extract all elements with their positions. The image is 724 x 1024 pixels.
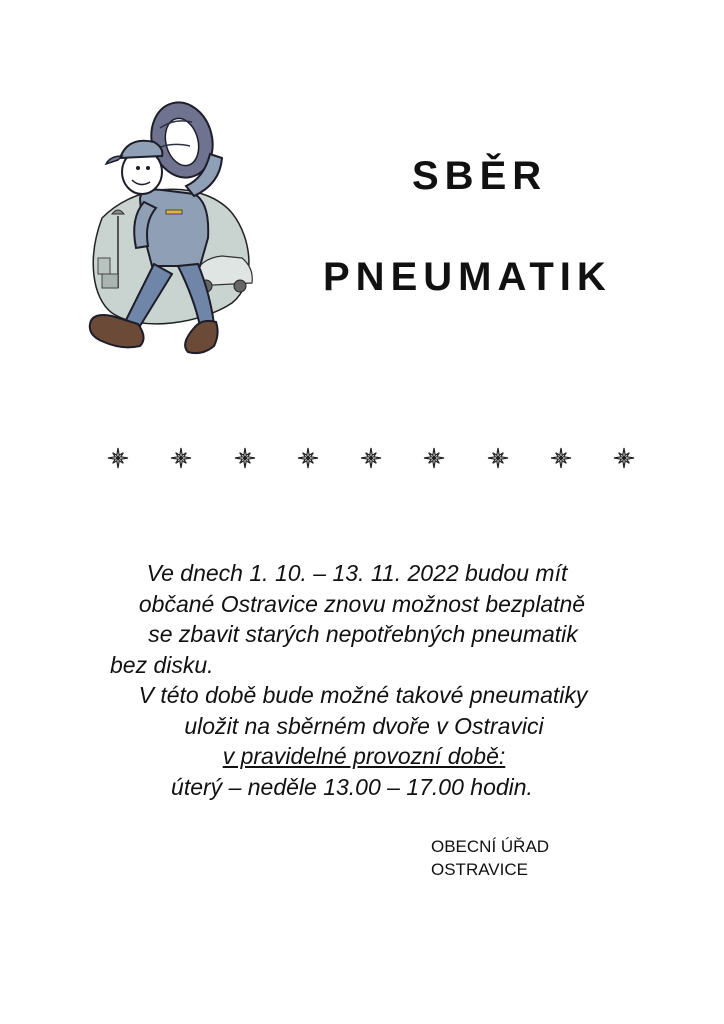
star-icon bbox=[486, 446, 510, 470]
star-icon bbox=[612, 446, 636, 470]
star-icon bbox=[549, 446, 573, 470]
notice-body bbox=[60, 558, 660, 802]
signature bbox=[431, 835, 549, 881]
star-icon bbox=[169, 446, 193, 470]
notice-line: bez disku. bbox=[110, 651, 214, 678]
opening-hours: úterý – neděle 13.00 – 17.00 hodin. bbox=[171, 773, 533, 800]
star-icon bbox=[106, 446, 130, 470]
notice-line: uložit na sběrném dvoře v Ostravici bbox=[184, 712, 544, 739]
notice-line: Ve dnech 1. 10. – 13. 11. 2022 budou mít bbox=[146, 560, 568, 586]
star-divider bbox=[106, 444, 636, 472]
opening-hours-heading: v pravidelné provozní době: bbox=[222, 743, 506, 769]
signature-line-1: OBECNÍ ÚŘAD bbox=[431, 837, 550, 856]
worker-carrying-tire-icon bbox=[82, 98, 262, 378]
title-line-1: SBĚR bbox=[412, 154, 548, 198]
star-icon bbox=[233, 446, 257, 470]
notice-line: občané Ostravice znovu možnost bezplatně bbox=[138, 590, 586, 617]
star-icon bbox=[359, 446, 383, 470]
notice-line: V této době bude možné takové pneumatiky bbox=[138, 682, 588, 708]
star-icon bbox=[296, 446, 320, 470]
star-icon bbox=[422, 446, 446, 470]
title-line-2: PNEUMATIK bbox=[323, 255, 612, 299]
notice-line: se zbavit starých nepotřebných pneumatik bbox=[148, 621, 578, 647]
signature-line-2: OSTRAVICE bbox=[431, 860, 528, 879]
